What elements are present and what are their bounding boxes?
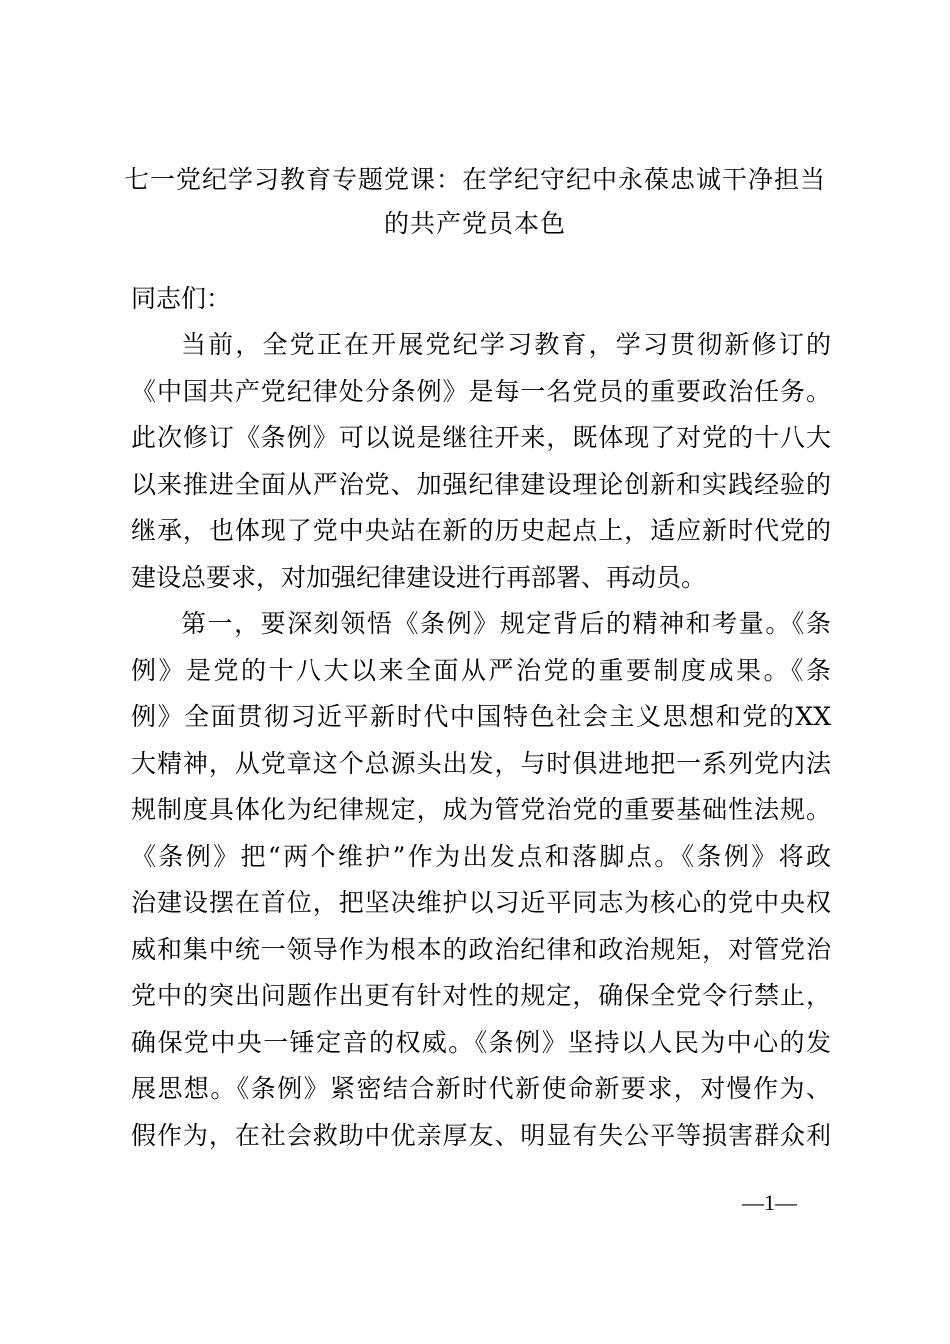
paragraph-line: 例》是党的十八大以来全面从严治党的重要制度成果。《条 bbox=[131, 655, 831, 685]
paragraph-line: 威和集中统一领导作为根本的政治纪律和政治规矩，对管党治 bbox=[131, 934, 831, 964]
paragraph-line: 确保党中央一锤定音的权威。《条例》坚持以人民为中心的发 bbox=[131, 1027, 831, 1057]
paragraph-line: 《中国共产党纪律处分条例》是每一名党员的重要政治任务。 bbox=[131, 376, 831, 406]
title-line-2: 的共产党员本色 bbox=[383, 209, 566, 238]
paragraph-line: 大精神，从党章这个总源头出发，与时俱进地把一系列党内法 bbox=[131, 748, 831, 778]
paragraph-line: 党中的突出问题作出更有针对性的规定，确保全党令行禁止， bbox=[131, 981, 831, 1010]
paragraph-line: 《条例》把“两个维护”作为出发点和落脚点。《条例》将政 bbox=[131, 841, 831, 871]
page-number: —1— bbox=[742, 1190, 797, 1215]
paragraph-line: 例》全面贯彻习近平新时代中国特色社会主义思想和党的XX bbox=[131, 702, 831, 731]
paragraph-1 bbox=[131, 322, 831, 601]
salutation: 同志们： bbox=[131, 284, 232, 313]
paragraph-line: 规制度具体化为纪律规定，成为管党治党的重要基础性法规。 bbox=[131, 795, 831, 824]
paragraph-line: 以来推进全面从严治党、加强纪律建设理论创新和实践经验的 bbox=[131, 469, 831, 499]
paragraph-line: 继承，也体现了党中央站在新的历史起点上，适应新时代党的 bbox=[131, 516, 831, 545]
paragraph-line: 治建设摆在首位，把坚决维护以习近平同志为核心的党中央权 bbox=[131, 888, 831, 917]
title-line-1: 七一党纪学习教育专题党课：在学纪守纪中永葆忠诚干净担当 bbox=[123, 165, 826, 194]
paragraph-line: 展思想。《条例》紧密结合新时代新使命新要求，对慢作为、 bbox=[131, 1074, 831, 1103]
paragraph-line: 第一，要深刻领悟《条例》规定背后的精神和考量。《条 bbox=[181, 609, 831, 638]
paragraph-2 bbox=[131, 601, 831, 1159]
paragraph-line: 建设总要求，对加强纪律建设进行再部署、再动员。 bbox=[131, 562, 707, 592]
paragraph-line: 此次修订《条例》可以说是继往开来，既体现了对党的十八大 bbox=[131, 423, 831, 452]
paragraph-line: 假作为，在社会救助中优亲厚友、明显有失公平等损害群众利 bbox=[131, 1120, 831, 1150]
document-title bbox=[120, 158, 830, 246]
paragraph-line: 当前，全党正在开展党纪学习教育，学习贯彻新修订的 bbox=[181, 330, 831, 359]
